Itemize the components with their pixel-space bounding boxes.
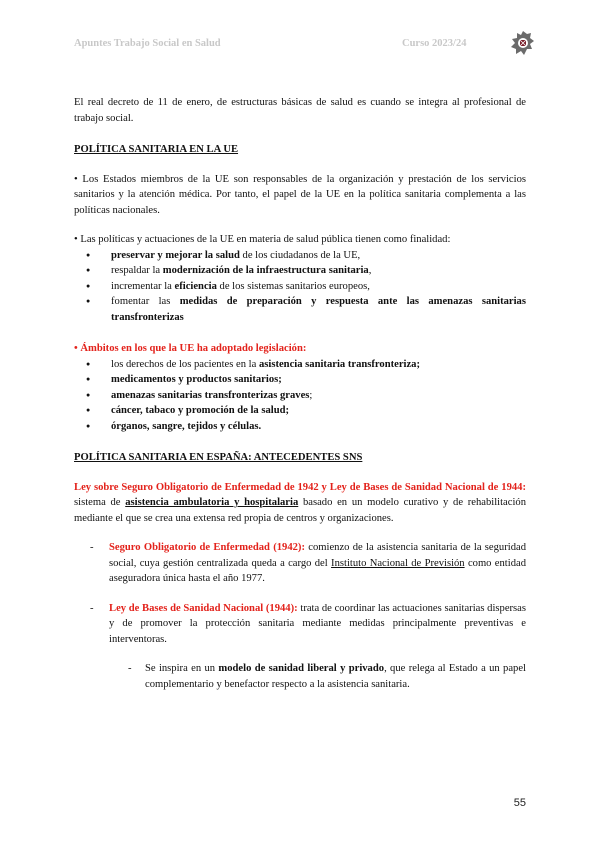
section-heading-eu: POLÍTICA SANITARIA EN LA UE xyxy=(74,144,239,155)
spain-lead-paragraph: Ley sobre Seguro Obligatorio de Enfermedad de 1942 y Ley de Bases de Sanidad Nacional de 1944: sistema de asistencia ambulatoria y hospitalaria basado en un modelo curativo y de rehabilitación mediante el que se crea una extensa red propia de centros y organizaciones. xyxy=(74,481,527,524)
list-item: ● preservar y mejorar la salud de los ciudadanos de la UE, xyxy=(86,248,526,264)
list-item: ● respaldar la modernización de la infraestructura sanitaria, xyxy=(86,263,526,279)
document-body xyxy=(74,95,526,692)
list-item: ● los derechos de los pacientes en la asistencia sanitaria transfronteriza; xyxy=(86,357,526,373)
list-item: ● cáncer, tabaco y promoción de la salud; xyxy=(86,403,526,419)
header-course-title: Apuntes Trabajo Social en Salud xyxy=(74,38,221,49)
list-item: ● órganos, sangre, tejidos y células. xyxy=(86,419,526,435)
page-header xyxy=(74,30,538,56)
eu-areas-list xyxy=(74,357,526,435)
spain-item-soe: - Seguro Obligatorio de Enfermedad (1942): comienzo de la asistencia sanitaria de la seguridad social, cuya gestión centralizada queda a cargo del Instituto Nacional de Previsión como entidad aseguradora única hasta el año 1977. xyxy=(90,542,526,584)
page-number: 55 xyxy=(513,797,526,809)
spain-item-lbsn: - Ley de Bases de Sanidad Nacional (1944): trata de coordinar las actuaciones sanitarias dispersas y de promover la protección sanitaria mediante medidas principalmente preventivas e interventoras. xyxy=(90,602,527,645)
list-item: ● amenazas sanitarias transfronterizas graves; xyxy=(86,388,526,404)
eu-paragraph-1: • Los Estados miembros de la UE son responsables de la organización y prestación de los servicios sanitarios y la atención médica. Por tanto, el papel de la UE en la política sanitaria complementa a las políticas nacionales. xyxy=(74,173,526,216)
list-item: ● medicamentos y productos sanitarios; xyxy=(86,372,526,388)
list-item: ● incrementar la eficiencia de los sistemas sanitarios europeos, xyxy=(86,279,526,295)
header-course-year: Curso 2023/24 xyxy=(402,38,467,49)
eu-paragraph-2: • Las políticas y actuaciones de la UE en materia de salud pública tienen como finalidad: xyxy=(74,234,451,245)
intro-paragraph: El real decreto de 11 de enero, de estructuras básicas de salud es cuando se integra al profesional de trabajo social. xyxy=(74,97,526,124)
spain-subitem-model: - Se inspira en un modelo de sanidad liberal y privado, que relega al Estado a un papel complementario y benefactor respecto a la asistencia sanitaria. xyxy=(128,663,527,690)
section-heading-spain: POLÍTICA SANITARIA EN ESPAÑA: ANTECEDENTES SNS xyxy=(74,452,363,463)
eu-areas-heading: • Ámbitos en los que la UE ha adoptado legislación: xyxy=(74,343,307,354)
list-item: ● fomentar las medidas de preparación y respuesta ante las amenazas sanitarias transfronterizas xyxy=(86,294,526,325)
university-seal-icon xyxy=(508,30,538,58)
eu-aims-list xyxy=(74,248,526,326)
